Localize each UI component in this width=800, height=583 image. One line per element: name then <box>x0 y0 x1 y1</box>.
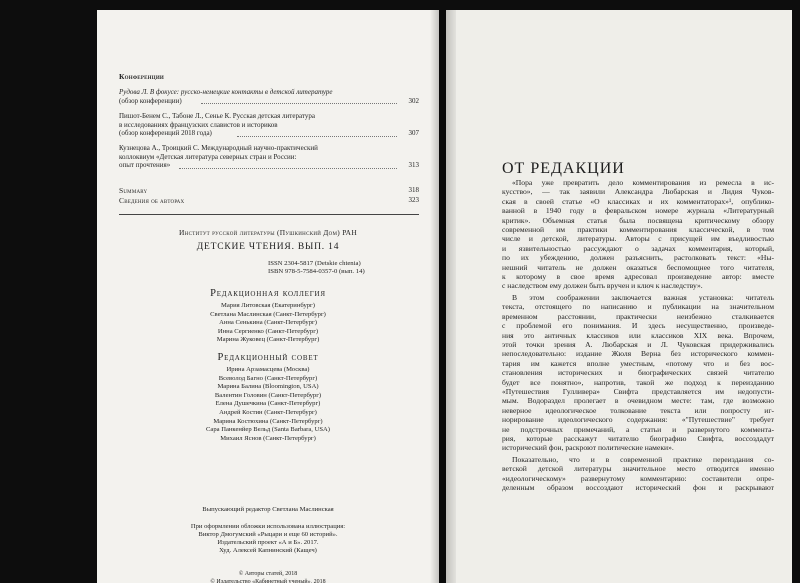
toc-entry-line: (обзор конференций 2018 года) <box>119 129 212 138</box>
text-line: с наследством ему должен быть вручен и ключ к наследству». <box>502 281 703 291</box>
toc-page-number: 318 <box>408 186 419 194</box>
issn-block <box>268 260 365 277</box>
text-line: будет все понятно», напротив, такой же подход к переизданию <box>502 377 774 387</box>
text-line: текста, отстоящего по написанию и публикации на значительном <box>502 302 774 312</box>
text-line: «идеологическому» развернутому комментарию: составители опре- <box>502 473 774 483</box>
section-divider <box>119 214 419 215</box>
toc-authors <box>119 196 419 206</box>
toc-page-number: 302 <box>408 96 419 105</box>
copyright-line: © Авторы статей, 2018 <box>238 571 298 577</box>
credit-line: При оформлении обложки использована иллюстрация: <box>190 523 346 530</box>
toc-entry <box>119 112 419 138</box>
member: Марина Костюхина (Санкт-Петербург) <box>213 417 323 425</box>
left-page <box>97 10 439 583</box>
toc-dot-leader <box>237 135 397 137</box>
text-line: кусство», — так заявили Александра Любарская и Лидия Чуков- <box>502 187 774 197</box>
toc-dot-leader <box>201 102 397 104</box>
text-line: исторический фон, раскроют политические намеки». <box>502 443 674 453</box>
text-line: ванной в 1940 году в февральском номере журнала «Литературный <box>502 206 774 216</box>
text-line: В этом соображении заключается важная установка: читатель <box>512 292 774 302</box>
credit-line: Виктор Дмогумский «Рыцари и еще 60 историй». <box>198 531 338 538</box>
text-line: этой точки зрения А. Любарская и Л. Чуковская придерживались <box>502 339 774 349</box>
text-line: Показательно, что и в современной практике переиздания со- <box>512 454 774 464</box>
editorial-council-title: Редакционный совет <box>217 352 319 363</box>
paragraph <box>502 293 774 453</box>
text-line: временном расстоянии, практически неизбежно сталкивается <box>502 311 774 321</box>
member: Марина Балина (Bloomington, USA) <box>217 383 319 391</box>
issn-line: ISSN 2304-5817 (Detskie chtenia) <box>268 260 361 267</box>
member: Андрей Костин (Санкт-Петербург) <box>219 408 317 416</box>
text-line: нешний читатель не должен оказаться беспомощнее того читателя, <box>502 262 774 272</box>
toc-entry <box>119 144 419 170</box>
toc-entry <box>119 88 419 105</box>
text-line: не подстрочных примечаний, а статьи и развернутого коммента- <box>502 424 774 434</box>
toc-page-number: 313 <box>408 161 419 170</box>
member: Всеволод Багно (Санкт-Петербург) <box>218 374 318 382</box>
institute-name: Институт русской литературы (Пушкинский Дом) РАН <box>179 228 357 237</box>
toc-heading: Конференции <box>119 72 164 81</box>
text-line: мым. Водораздел пролегает в очевидном месте: там, где возможно <box>502 396 774 406</box>
member: Инна Сергиенко (Санкт-Петербург) <box>217 327 319 335</box>
member: Сара Панкенйер Вельд (Santa Barbara, USA) <box>206 426 330 434</box>
text-line: неверное идеологическое толкование текста или попросту иг- <box>502 405 774 415</box>
text-line: тария им кажется вполне уместным, «потому что и без вос- <box>502 358 774 368</box>
text-line: ния это античных классиков или классиков XIX века. Впрочем, <box>502 330 774 340</box>
editorial-board-title: Редакционная коллегия <box>210 288 326 299</box>
text-line: деленным образом воссоздают исторический фон и раскрывают <box>502 483 774 492</box>
toc-authors-label: Сведения об авторах <box>119 196 185 205</box>
text-line: рия, которые расскажут читателю биографию Свифта, воссоздадут <box>502 433 774 443</box>
editorial-heading: ОТ РЕДАКЦИИ <box>502 160 625 177</box>
member: Светлана Маслинская (Санкт-Петербург) <box>210 310 326 318</box>
toc-entry-line: Кузнецова А., Троицкий С. Международный научно-практический <box>119 144 318 152</box>
member: Анна Сенькина (Санкт-Петербург) <box>219 319 317 327</box>
editorial-body <box>502 178 774 492</box>
toc-entry-line: Пишот-Бенем С., Табоне Л., Сенье К. Русская детская литература <box>119 112 315 120</box>
right-page <box>446 10 792 583</box>
text-line: «Пора уже превратить дело комментирования из ремесла в ис- <box>512 178 774 187</box>
editorial-council-members <box>97 366 439 443</box>
member: Ирина Арзамасцева (Москва) <box>226 366 310 373</box>
copyright-block <box>97 570 439 583</box>
text-line: ветской детской литературы значительное место отводится именно <box>502 464 774 474</box>
text-line: «Путешествия Гулливера» Свифта представляется им недопусти- <box>502 386 774 396</box>
toc-dot-leader <box>179 167 397 169</box>
copyright-line: © Издательство «Кабинетный ученый», 2018 <box>210 579 326 583</box>
toc-entry-line: в исследованиях французских славистов и историков <box>119 120 278 129</box>
text-line: к которому в свое время адресовал произведение автор: вместе <box>502 272 774 282</box>
lead-editor: Выпускающий редактор Светлана Маслинская <box>202 506 334 513</box>
credit-line: Худ. Алексей Капнинский (Кащеч) <box>219 547 317 554</box>
text-line: и язвительностью рассуждают о задачах комментария, который, <box>502 243 774 253</box>
member: Валентин Головин (Санкт-Петербург) <box>214 391 322 399</box>
toc-entry-line: опыт прочтения» <box>119 161 171 170</box>
toc-entry-line: коллоквиум «Детская литература северных стран и России: <box>119 152 297 161</box>
text-line: с проблемой его понимания. И здесь несущественно, произведе- <box>502 321 774 331</box>
toc-summary-label: Summary <box>119 186 148 195</box>
text-line: становления исторических и биографических связей читателю <box>502 368 774 378</box>
series-title: ДЕТСКИЕ ЧТЕНИЯ. ВЫП. 14 <box>196 242 340 252</box>
member: Елена Душечкина (Санкт-Петербург) <box>215 400 321 408</box>
toc-summary <box>119 186 419 196</box>
toc-page-number: 323 <box>408 196 419 204</box>
text-line: ская в своей статье «О классиках и их комментаторах»¹, опублико- <box>502 196 774 206</box>
cover-credits <box>97 523 439 555</box>
text-line: числе и детской, литературы. Авторы с присущей им въедливостью <box>502 234 774 244</box>
text-line: по их убеждению, должен разъяснить, растолковать текст: «Ны- <box>502 253 774 263</box>
paragraph <box>502 455 774 493</box>
isbn-line: ISBN 978-5-7584-0357-0 (вып. 14) <box>268 268 365 276</box>
paragraph <box>502 178 774 291</box>
editorial-board-members <box>97 302 439 345</box>
text-line: критик». Объемная статья была посвящена критическому обзору <box>502 215 774 225</box>
credit-line: Издательский проект «А и Б». 2017. <box>217 539 319 546</box>
toc-entry-line: Рудова Л. В фокусе: русско-немецкие контакты в детской литературе <box>119 88 333 96</box>
member: Марина Жуковец (Санкт-Петербург) <box>216 336 320 344</box>
text-line: современной им практики комментирования классической, в том <box>502 225 774 235</box>
text-line: непоследовательно: издание Жюля Верна без исторического коммен- <box>502 349 774 359</box>
text-line: норирование идеологического содержания: «"Путешествие" требует <box>502 415 774 425</box>
toc-entry-line: (обзор конференции) <box>119 96 182 105</box>
member: Михаил Яснов (Санкт-Петербург) <box>220 434 316 442</box>
member: Мария Литовская (Екатеринбург) <box>221 302 315 309</box>
toc-page-number: 307 <box>408 129 419 138</box>
